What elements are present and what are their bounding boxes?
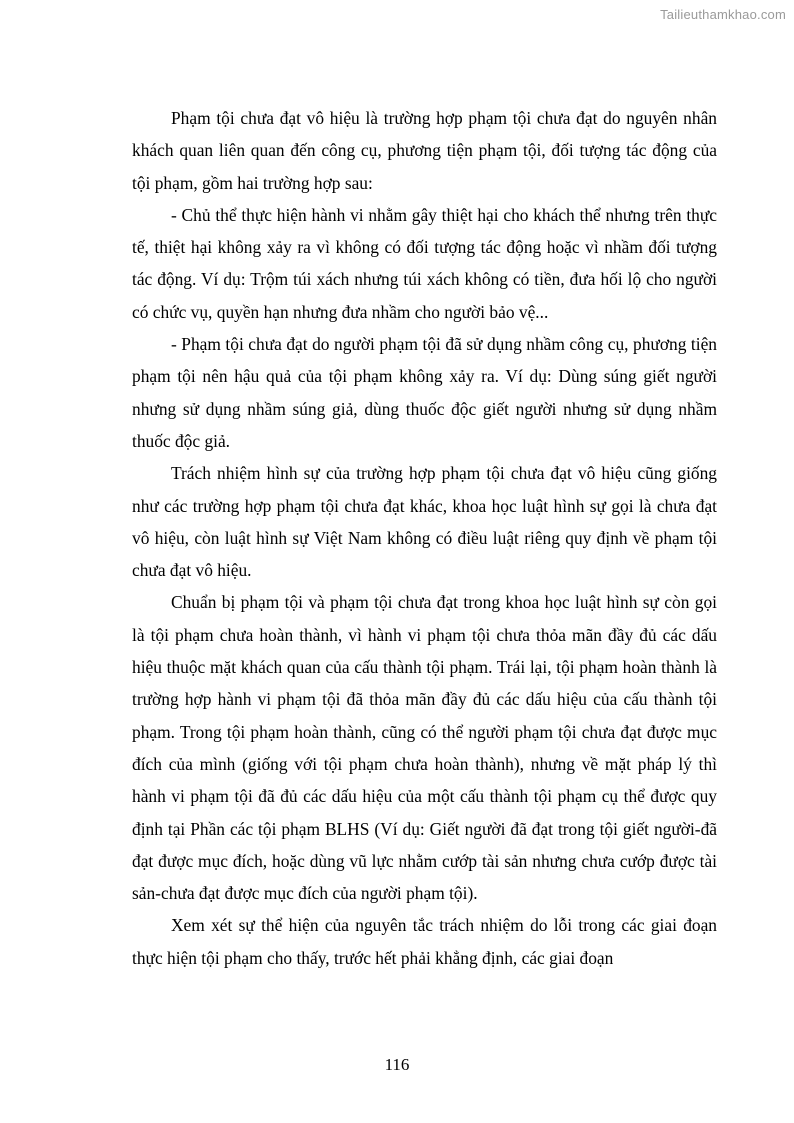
paragraph-2: - Chủ thể thực hiện hành vi nhằm gây thiệt hại cho khách thể nhưng trên thực tế, thiệt hại không xảy ra vì không có đối tượng tác động hoặc vì nhầm đối tượng tác động. Ví dụ: Trộm túi xách nhưng túi xách không có tiền, đưa hối lộ cho người có chức vụ, quyền hạn nhưng đưa nhầm cho người bảo vệ... [132, 204, 717, 322]
page-number: 116 [384, 1055, 410, 1074]
paragraph-5: Chuẩn bị phạm tội và phạm tội chưa đạt trong khoa học luật hình sự còn gọi là tội phạm chưa hoàn thành, vì hành vi phạm tội chưa thỏa mãn đầy đủ các dấu hiệu thuộc mặt khách quan của cấu thành tội phạm. Trái lại, tội phạm hoàn thành là trường hợp hành vi phạm tội đã thỏa mãn đầy đủ các dấu hiệu của cấu thành tội phạm. Trong tội phạm hoàn thành, cũng có thể người phạm tội chưa đạt được mục đích của mình (giống với tội phạm chưa hoàn thành), nhưng về mặt pháp lý thì hành vi phạm tội đã đủ các dấu hiệu của một cấu thành tội phạm cụ thể được quy định tại Phần các tội phạm BLHS (Ví dụ: Giết người đã đạt trong tội giết người-đã đạt được mục đích, hoặc dùng vũ lực nhằm cướp tài sản nhưng chưa cướp được tài sản-chưa đạt được mục đích của người phạm tội). [132, 592, 717, 904]
paragraph-1: Phạm tội chưa đạt vô hiệu là trường hợp phạm tội chưa đạt do nguyên nhân khách quan liên quan đến công cụ, phương tiện phạm tội, đối tượng tác động của tội phạm, gồm hai trường hợp sau: [132, 108, 717, 193]
paragraph-6: Xem xét sự thể hiện của nguyên tắc trách nhiệm do lỗi trong các giai đoạn thực hiện tội phạm cho thấy, trước hết phải khẳng định, các giai đoạn [132, 915, 717, 968]
watermark: Tailieuthamkhao.com [660, 7, 786, 22]
paragraph-4: Trách nhiệm hình sự của trường hợp phạm tội chưa đạt vô hiệu cũng giống như các trường hợp phạm tội chưa đạt khác, khoa học luật hình sự gọi là chưa đạt vô hiệu, còn luật hình sự Việt Nam không có điều luật riêng quy định về phạm tội chưa đạt vô hiệu. [132, 463, 717, 581]
paragraph-3: - Phạm tội chưa đạt do người phạm tội đã sử dụng nhầm công cụ, phương tiện phạm tội nên hậu quả của tội phạm không xảy ra. Ví dụ: Dùng súng giết người nhưng sử dụng nhầm súng giả, dùng thuốc độc giết người nhưng sử dụng nhầm thuốc độc giả. [132, 334, 717, 451]
document-body [132, 102, 717, 974]
